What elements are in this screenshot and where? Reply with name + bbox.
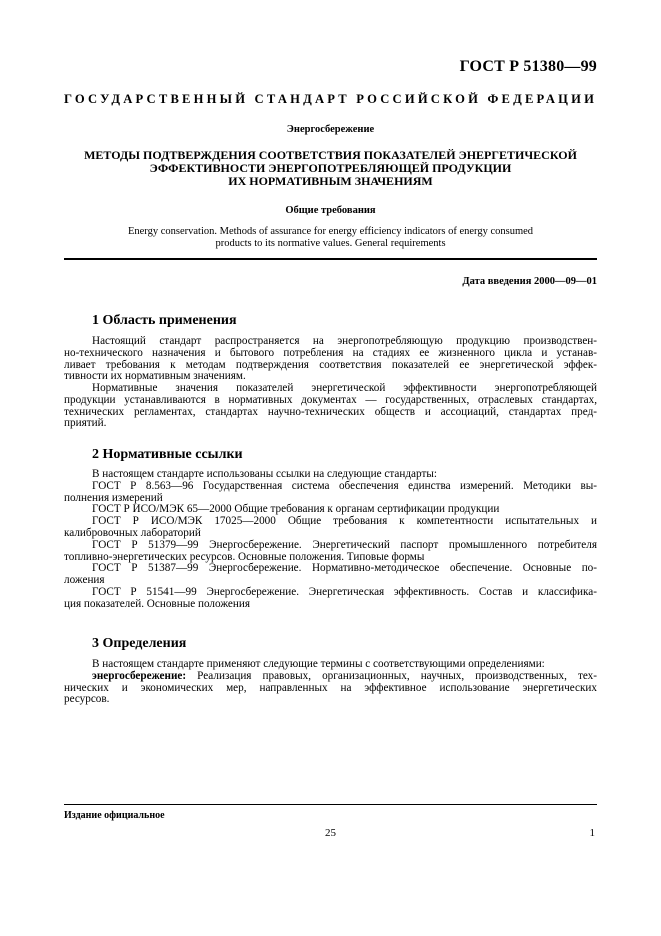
definition-line: ресурсов.: [64, 693, 110, 706]
title-line: ЭФФЕКТИВНОСТИ ЭНЕРГОПОТРЕБЛЯЮЩЕЙ ПРОДУКЦИИ: [149, 161, 512, 175]
footer-rule: [64, 804, 597, 805]
reference-line: ГОСТ Р ИСО/МЭК 17025—2000 Общие требования к компетентности испытательных и: [92, 515, 597, 528]
doc-number: ГОСТ Р 51380—99: [459, 58, 597, 75]
title-line: МЕТОДЫ ПОДТВЕРЖДЕНИЯ СООТВЕТСТВИЯ ПОКАЗАТЕЛЕЙ ЭНЕРГЕТИЧЕСКОЙ: [84, 148, 577, 162]
definition-text: Реализация правовых, организационных, научных, производственных, тех-: [186, 669, 597, 682]
text-line: В настоящем стандарте применяют следующие термины с соответствующими определениями:: [92, 658, 545, 670]
text-line: технических регламентах, стандартах научно-технических обществ и ассоциаций, стандартах пред-: [64, 405, 597, 418]
text-line: ливает требования к методам подтверждения соответствия показателей ее энергетической эффек-: [64, 358, 597, 371]
reference-line: ГОСТ Р ИСО/МЭК 65—2000 Общие требования к органам сертификации продукции: [92, 503, 500, 516]
text-line: В настоящем стандарте использованы ссылки на следующие стандарты:: [92, 468, 437, 480]
section-1-paragraph-2: [64, 383, 597, 430]
reference-line: полнения измерений: [64, 491, 163, 504]
text-line: тивности их нормативным значениям.: [64, 370, 246, 383]
text-line: продукции устанавливаются в нормативных документах — государственных, отраслевых стандартах,: [64, 393, 597, 406]
defined-term: энергосбережение:: [92, 669, 187, 682]
subject-heading: Энергосбережение: [286, 124, 375, 135]
english-title: [64, 226, 597, 249]
intro-date: Дата введения 2000—09—01: [462, 276, 597, 287]
text-line: Нормативные значения показателей энергетической эффективности энергопотребляющей: [92, 382, 597, 394]
reference-line: топливно-энергетических ресурсов. Основные положения. Типовые формы: [64, 550, 425, 563]
header-rule: [64, 258, 597, 260]
english-title-line: Energy conservation. Methods of assurance for energy efficiency indicators of energy consumed: [127, 226, 534, 237]
text-line: приятий.: [64, 417, 107, 430]
reference-line: ГОСТ Р 51387—99 Энергосбережение. Нормативно-методическое обеспечение. Основные по-: [92, 562, 597, 575]
text-line: но-технического назначения и бытового потребления на стадиях ее жизненного цикла и устанав-: [64, 346, 597, 359]
section-3-body: [64, 659, 597, 706]
section-3-heading: 3 Определения: [92, 636, 187, 651]
edition-label: Издание официальное: [64, 810, 165, 821]
reference-line: ГОСТ Р 51379—99 Энергосбережение. Энергетический паспорт промышленного потребителя: [92, 538, 597, 551]
section-2-body: [64, 469, 597, 611]
state-standard-heading: ГОСУДАРСТВЕННЫЙ СТАНДАРТ РОССИЙСКОЙ ФЕДЕРАЦИИ: [64, 92, 598, 106]
reference-line: ция показателей. Основные положения: [64, 597, 250, 610]
section-1-heading: 1 Область применения: [92, 313, 237, 328]
reference-line: калибровочных лабораторий: [64, 526, 201, 539]
english-title-line: products to its normative values. General requirements: [215, 237, 446, 249]
page-number-center: 25: [325, 827, 336, 839]
text-line: Настоящий стандарт распространяется на энергопотребляющую продукцию производствен-: [92, 335, 597, 347]
reference-line: ложения: [64, 574, 105, 587]
section-1-paragraph-1: [64, 336, 597, 383]
title-line: ИХ НОРМАТИВНЫМ ЗНАЧЕНИЯМ: [228, 174, 433, 188]
reference-line: ГОСТ Р 51541—99 Энергосбережение. Энергетическая эффективность. Состав и классифика-: [92, 585, 597, 598]
main-title: [64, 149, 597, 188]
page-number-right: 1: [589, 827, 595, 839]
general-requirements-heading: Общие требования: [285, 205, 376, 216]
section-2-heading: 2 Нормативные ссылки: [92, 447, 243, 462]
definition-line: [64, 671, 597, 683]
reference-line: ГОСТ Р 8.563—96 Государственная система обеспечения единства измерений. Методики вы-: [92, 479, 597, 492]
definition-line: нических и экономических мер, направленных на эффективное использование энергетических: [64, 681, 597, 694]
